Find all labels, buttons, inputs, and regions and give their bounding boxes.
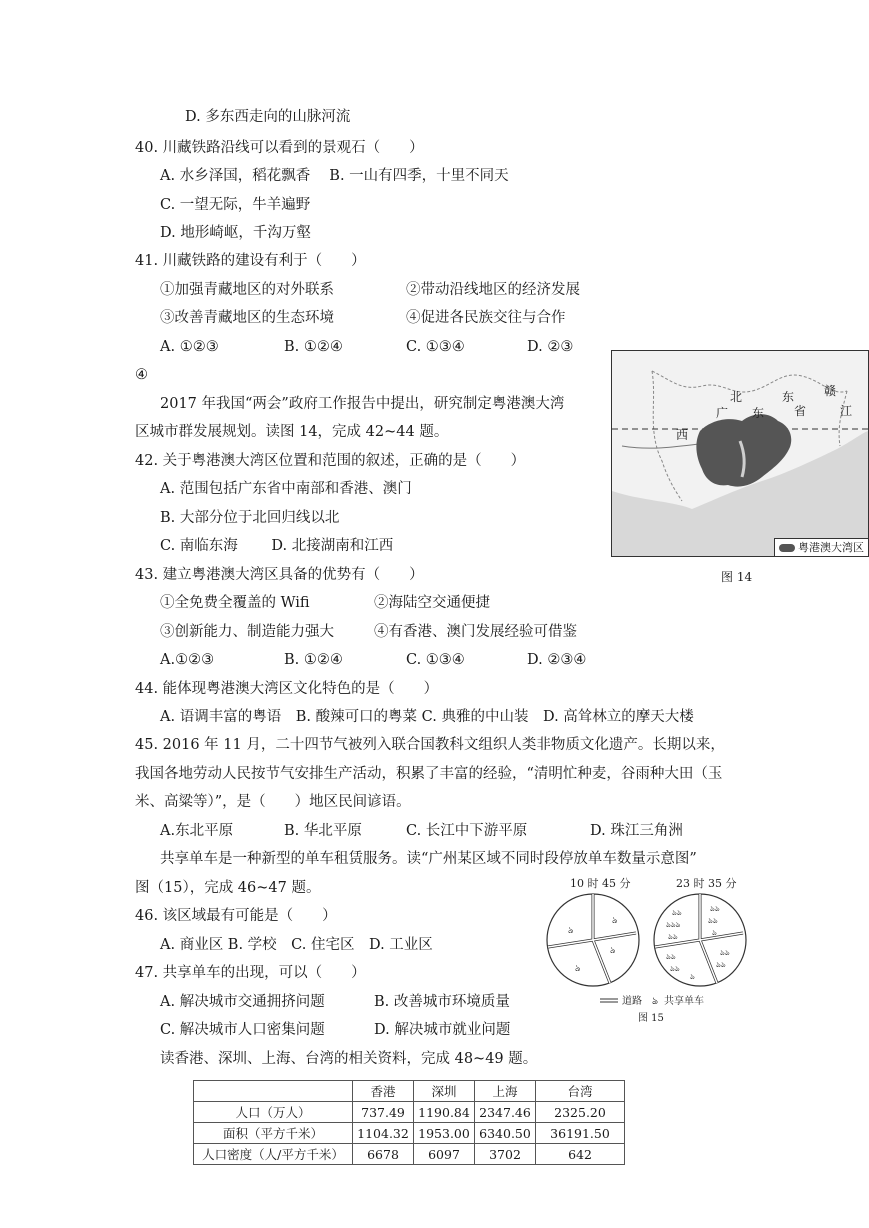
q43-statement-2: ②海陆空交通便捷 (374, 595, 490, 611)
table-cell: 2347.46 (475, 1102, 536, 1123)
table-header-cell: 台湾 (536, 1081, 625, 1102)
q47-option-a: A. 解决城市交通拥挤问题 (160, 994, 325, 1010)
city-data-table (193, 1080, 625, 1165)
q40-option-c: C. 一望无际，牛羊遍野 (160, 197, 311, 213)
table-cell: 36191.50 (536, 1123, 625, 1144)
q43-option-b: B. ①②④ (284, 652, 343, 668)
figure-14-caption: 图 14 (721, 570, 753, 584)
table-row (194, 1144, 625, 1165)
time-label-1045: 10 时 45 分 (570, 877, 631, 890)
figure-15-caption: 图 15 (638, 1013, 664, 1024)
q41-option-d: D. ②③ (527, 339, 574, 355)
legend-road-label: 道路 (622, 996, 642, 1007)
legend-region-icon (779, 544, 795, 552)
q45-option-a: A.东北平原 (160, 823, 234, 839)
q43-stem: 43. 建立粤港澳大湾区具备的优势有（ ） (135, 567, 424, 583)
q45-option-b: B. 华北平原 (284, 823, 362, 839)
map-label-xi: 西 (676, 428, 689, 442)
table-cell: 人口密度（人/平方千米） (194, 1144, 353, 1165)
q43-statement-4: ④有香港、澳门发展经验可借鉴 (374, 624, 577, 640)
bike-mark: ঌঌ (720, 948, 730, 957)
table-cell: 1953.00 (414, 1123, 475, 1144)
table-cell: 1104.32 (353, 1123, 414, 1144)
q45-stem-line2: 我国各地劳动人民按节气安排生产活动，积累了丰富的经验，“清明忙种麦，谷雨种大田（玉 (135, 766, 723, 782)
map-label-jiang: 江 (840, 404, 853, 418)
table-cell: 1190.84 (414, 1102, 475, 1123)
map-label-sheng: 省 (794, 404, 807, 418)
q47-stem: 47. 共享单车的出现，可以（ ） (135, 965, 366, 981)
q39-option-d: D. 多东西走向的山脉河流 (185, 109, 351, 125)
table-cell: 人口（万人） (194, 1102, 353, 1123)
q41-stem: 41. 川藏铁路的建设有利于（ ） (135, 253, 366, 269)
q40-stem: 40. 川藏铁路沿线可以看到的景观石（ ） (135, 140, 424, 156)
q43-statement-1: ①全免费全覆盖的 Wifi (160, 595, 310, 611)
figure-14-map (611, 350, 869, 557)
table-cell: 3702 (475, 1144, 536, 1165)
table-cell: 737.49 (353, 1102, 414, 1123)
province-boundary (652, 371, 847, 392)
map-graphic (612, 351, 868, 556)
intro-46-47-line2: 图（15），完成 46~47 题。 (135, 880, 321, 896)
q41-option-a: A. ①②③ (160, 339, 219, 355)
q45-option-d: D. 珠江三角洲 (590, 823, 683, 839)
bike-mark: ঌঌ (670, 964, 680, 973)
table-header-cell (194, 1081, 353, 1102)
map-label-guang: 广 (716, 406, 729, 420)
table-cell: 面积（平方千米） (194, 1123, 353, 1144)
q45-stem-line1: 45. 2016 年 11 月，二十四节气被列入联合国教科文组织人类非物质文化遗产。长期以来， (135, 737, 725, 753)
table-cell: 6340.50 (475, 1123, 536, 1144)
q47-option-b: B. 改善城市环境质量 (374, 994, 510, 1010)
map-label-dong2: 东 (782, 390, 795, 404)
bike-mark: ঌঌ (666, 952, 676, 961)
q43-option-c: C. ①③④ (406, 652, 465, 668)
q42-option-b: B. 大部分位于北回归线以北 (160, 510, 340, 526)
q45-option-c: C. 长江中下游平原 (406, 823, 528, 839)
bike-mark: ঌঌ (672, 908, 682, 917)
bike-mark: ঌ (575, 964, 581, 974)
map-label-dong: 东 (752, 406, 765, 420)
q41-option-d-wrap: ④ (135, 367, 148, 383)
table-header-row (194, 1081, 625, 1102)
bike-mark: ঌ (690, 972, 695, 981)
q46-options: A. 商业区 B. 学校 C. 住宅区 D. 工业区 (160, 937, 433, 953)
table-cell: 2325.20 (536, 1102, 625, 1123)
intro-48-49: 读香港、深圳、上海、台湾的相关资料，完成 48~49 题。 (160, 1051, 538, 1067)
table-header-cell: 上海 (475, 1081, 536, 1102)
q42-stem: 42. 关于粤港澳大湾区位置和范围的叙述，正确的是（ ） (135, 453, 526, 469)
table-header-cell: 香港 (353, 1081, 414, 1102)
q41-statement-1: ①加强青藏地区的对外联系 (160, 282, 334, 298)
figure-15-diagram (540, 875, 760, 1025)
q43-option-d: D. ②③④ (527, 652, 587, 668)
legend-region-label: 粤港澳大湾区 (798, 541, 864, 554)
table-cell: 6097 (414, 1144, 475, 1165)
q45-stem-line3: 米、高粱等）”，是（ ）地区民间谚语。 (135, 794, 411, 810)
q46-stem: 46. 该区域最有可能是（ ） (135, 908, 337, 924)
q41-option-b: B. ①②④ (284, 339, 343, 355)
q40-option-d: D. 地形崎岖，千沟万壑 (160, 225, 311, 241)
bike-mark: ঌঌ (668, 932, 678, 941)
map-legend (774, 538, 868, 556)
q42-options-cd: C. 南临东海 D. 北接湖南和江西 (160, 538, 394, 554)
map-label-gan: 赣 (824, 384, 837, 398)
bike-mark: ঌ (568, 926, 574, 936)
legend-road-icon (600, 999, 618, 1002)
intro-46-47-line1: 共享单车是一种新型的单车租赁服务。读“广州某区域不同时段停放单车数量示意图” (160, 851, 697, 867)
q47-option-c: C. 解决城市人口密集问题 (160, 1022, 325, 1038)
intro-42-44-line2: 区城市群发展规划。读图 14，完成 42~44 题。 (135, 424, 449, 440)
province-boundary-east (839, 391, 847, 446)
q42-option-a: A. 范围包括广东省中南部和香港、澳门 (160, 481, 412, 497)
bike-mark: ঌ (612, 916, 618, 926)
table-cell: 642 (536, 1144, 625, 1165)
q43-statement-3: ③创新能力、制造能力强大 (160, 624, 334, 640)
q44-options: A. 语调丰富的粤语 B. 酸辣可口的粤菜 C. 典雅的中山装 D. 高耸林立的摩天大楼 (160, 709, 694, 725)
bike-mark: ঌঌ (710, 904, 720, 913)
q41-statement-3: ③改善青藏地区的生态环境 (160, 310, 334, 326)
q41-option-c: C. ①③④ (406, 339, 465, 355)
intro-42-44-line1: 2017 年我国“两会”政府工作报告中提出，研究制定粤港澳大湾 (160, 396, 565, 412)
bike-mark: ঌঌঌ (666, 920, 681, 929)
table-cell: 6678 (353, 1144, 414, 1165)
q44-stem: 44. 能体现粤港澳大湾区文化特色的是（ ） (135, 681, 439, 697)
q41-statement-4: ④促进各民族交往与合作 (406, 310, 566, 326)
circle-1045 (547, 894, 639, 986)
table-header-cell: 深圳 (414, 1081, 475, 1102)
time-label-2335: 23 时 35 分 (676, 877, 737, 890)
table-row (194, 1102, 625, 1123)
q47-option-d: D. 解决城市就业问题 (374, 1022, 511, 1038)
table-row (194, 1123, 625, 1144)
q40-options-ab: A. 水乡泽国，稻花飘香 B. 一山有四季，十里不同天 (160, 168, 509, 184)
bike-mark: ঌ (712, 928, 717, 937)
legend-bike-icon: ঌ (652, 996, 659, 1007)
q41-statement-2: ②带动沿线地区的经济发展 (406, 282, 580, 298)
bike-mark: ঌ (610, 946, 616, 956)
legend-bike-label: 共享单车 (664, 996, 704, 1007)
bike-mark: ঌঌ (716, 960, 726, 969)
map-label-bei: 北 (730, 390, 743, 404)
q43-option-a: A.①②③ (160, 652, 215, 668)
bike-mark: ঌঌ (708, 916, 718, 925)
